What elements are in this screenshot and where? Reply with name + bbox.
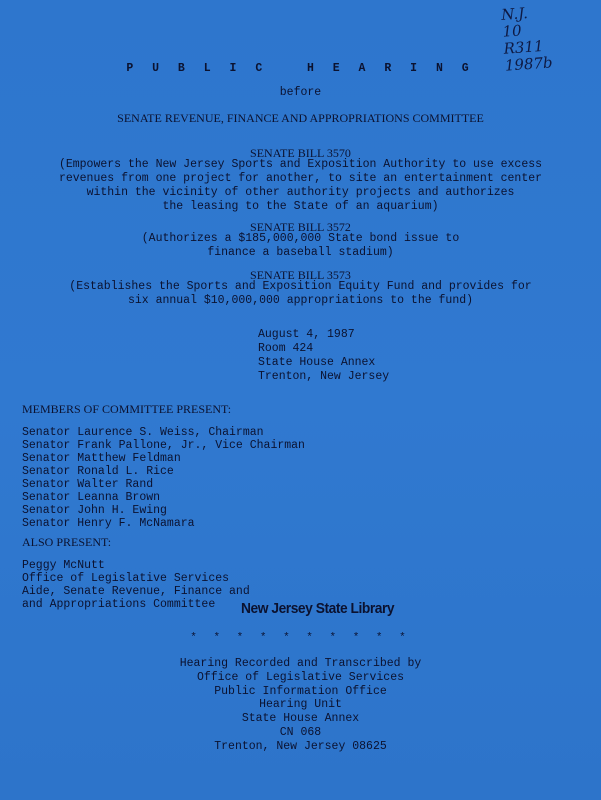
recorded-by-block <box>0 657 601 754</box>
recorded-line: Public Information Office <box>214 684 387 698</box>
hearing-date: August 4, 1987 <box>258 328 355 341</box>
member-item: Senator Leanna Brown <box>22 491 161 504</box>
bill-3573-description <box>0 280 601 308</box>
document-title: P U B L I C H E A R I N G <box>126 62 475 75</box>
member-item: Senator Ronald L. Rice <box>22 465 174 478</box>
hearing-city: Trenton, New Jersey <box>258 370 390 383</box>
description-line: (Empowers the New Jersey Sports and Exposition Authority to use excess <box>58 158 543 171</box>
handwritten-line: N.J. <box>500 4 529 24</box>
bill-3573-heading: SENATE BILL 3573 <box>250 268 351 282</box>
before-text: before <box>279 86 322 99</box>
description-line: (Establishes the Sports and Exposition Equity Fund and provides for <box>69 280 532 293</box>
recorded-line: Hearing Unit <box>259 698 342 712</box>
recorded-line: Office of Legislative Services <box>196 670 405 684</box>
recorded-line: State House Annex <box>241 712 360 726</box>
member-item: Senator Matthew Feldman <box>22 452 181 465</box>
bill-3570-description <box>0 158 601 214</box>
description-line: six annual $10,000,000 appropriations to the fund) <box>127 294 474 307</box>
members-present-label: MEMBERS OF COMMITTEE PRESENT: <box>22 402 232 416</box>
description-line: within the vicinity of other authority projects and authorizes <box>86 186 515 199</box>
member-item: Senator Laurence S. Weiss, Chairman <box>22 426 264 439</box>
also-present-item: Office of Legislative Services <box>22 572 230 585</box>
description-line: finance a baseball stadium) <box>207 246 394 259</box>
also-present-item: and Appropriations Committee <box>22 598 216 611</box>
handwritten-line: R311 <box>503 37 545 58</box>
member-item: Senator Frank Pallone, Jr., Vice Chairman <box>22 439 305 452</box>
recorded-line: CN 068 <box>279 725 322 739</box>
members-list <box>22 426 305 530</box>
library-stamp: New Jersey State Library <box>241 600 395 617</box>
recorded-line: Trenton, New Jersey 08625 <box>214 739 387 753</box>
bill-3570-heading: SENATE BILL 3570 <box>250 146 351 160</box>
handwritten-line: 1987b <box>504 53 554 75</box>
description-line: (Authorizes a $185,000,000 State bond issue to <box>141 232 460 245</box>
description-line: revenues from one project for another, to site an entertainment center <box>58 172 543 185</box>
also-present-list <box>22 559 250 611</box>
hearing-room: Room 424 <box>258 342 314 355</box>
also-present-item: Peggy McNutt <box>22 559 105 572</box>
member-item: Senator Walter Rand <box>22 478 154 491</box>
description-line: the leasing to the State of an aquarium) <box>162 200 439 213</box>
hearing-building: State House Annex <box>258 356 376 369</box>
member-item: Senator John H. Ewing <box>22 504 167 517</box>
separator-stars: * * * * * * * * * * <box>190 632 411 644</box>
bill-3572-description <box>0 232 601 260</box>
bill-3572-heading: SENATE BILL 3572 <box>250 220 351 234</box>
also-present-item: Aide, Senate Revenue, Finance and <box>22 585 250 598</box>
committee-name: SENATE REVENUE, FINANCE AND APPROPRIATIONS COMMITTEE <box>117 111 484 125</box>
handwritten-line: 10 <box>501 21 523 41</box>
hearing-date-location <box>258 328 389 384</box>
recorded-line: Hearing Recorded and Transcribed by <box>179 657 422 670</box>
member-item: Senator Henry F. McNamara <box>22 517 195 530</box>
also-present-label: ALSO PRESENT: <box>22 535 112 549</box>
